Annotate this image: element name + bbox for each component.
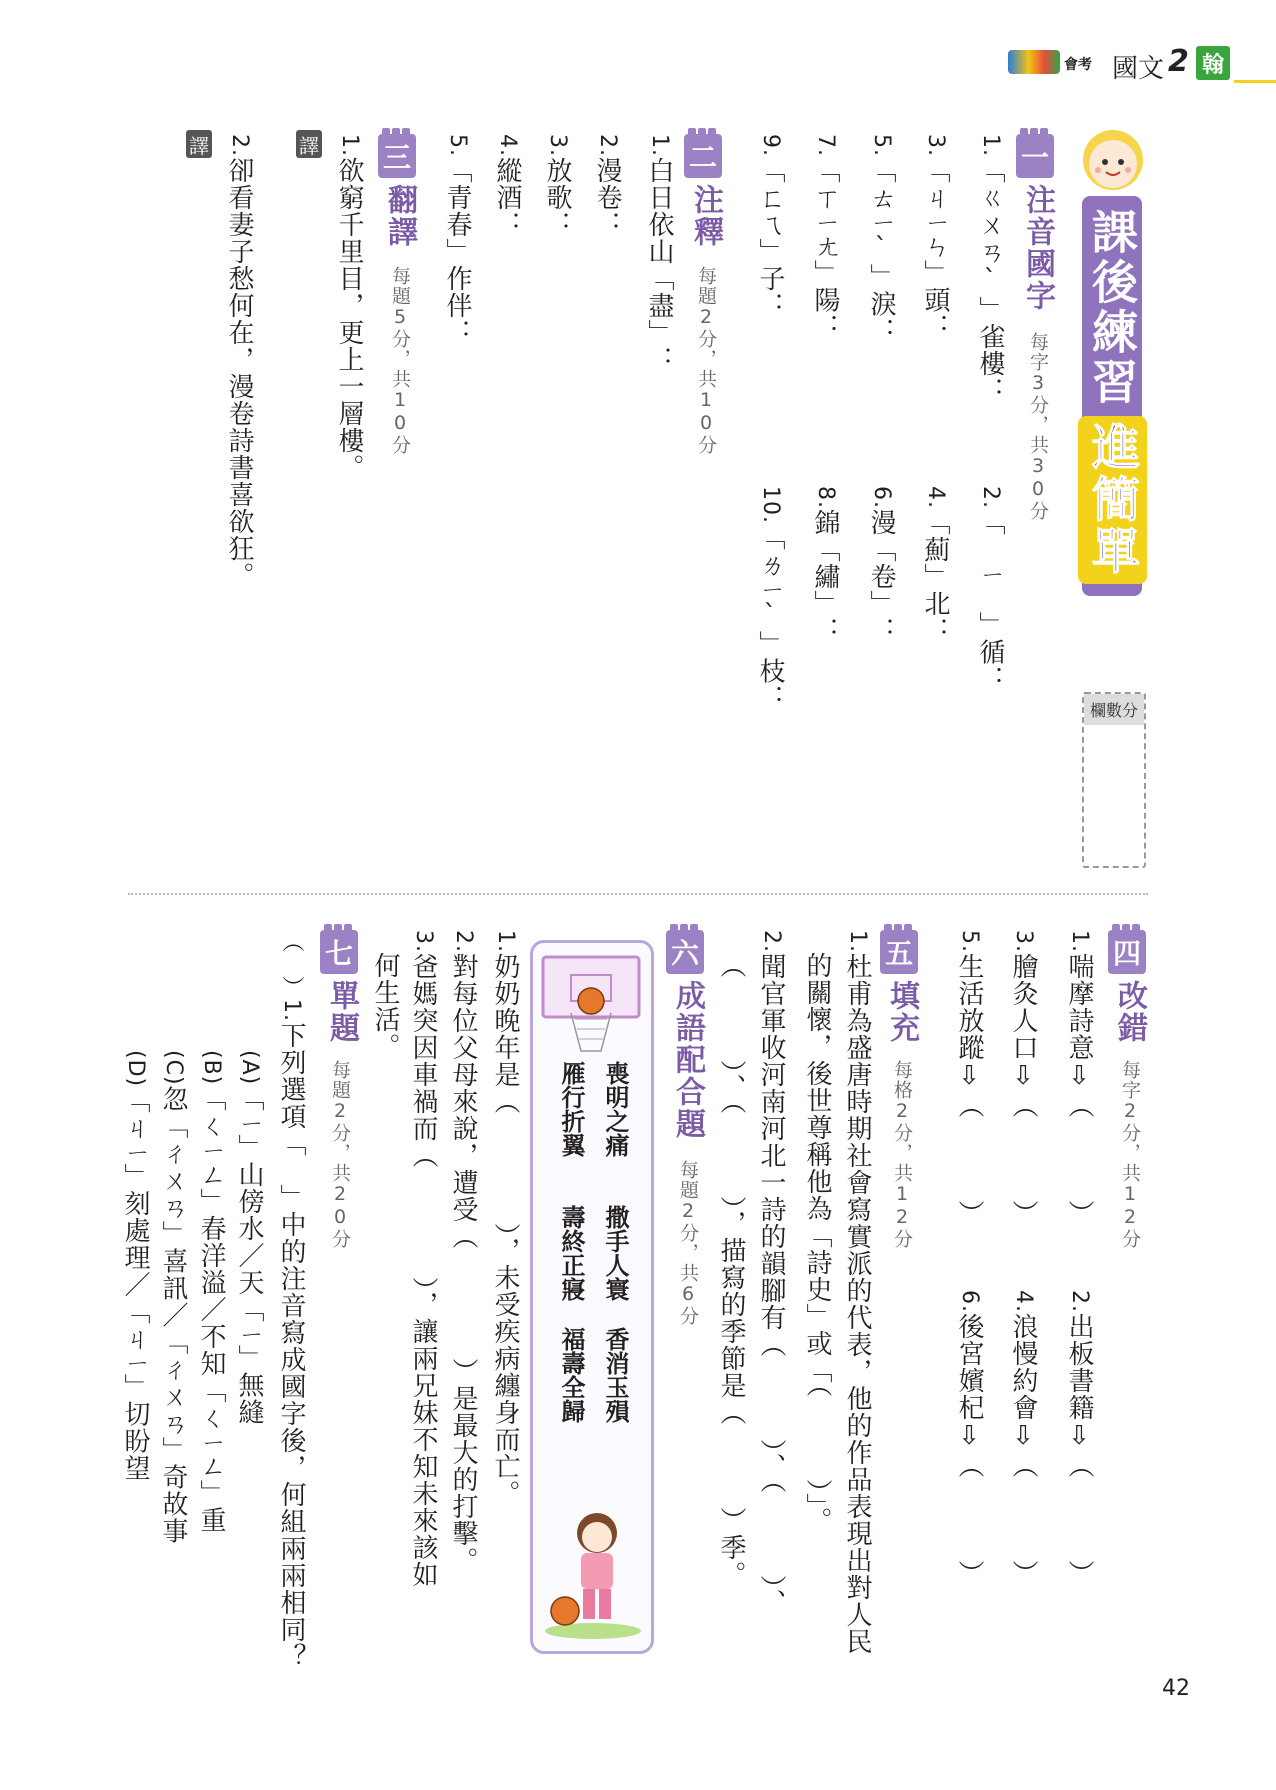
sec2-q4: 4.縱酒： <box>492 134 522 238</box>
sec6-score: 每題2分，共6分 <box>677 1160 699 1326</box>
sec4-title: 改錯 <box>1112 980 1147 1044</box>
sec4-q3: 3.膾灸人口⇩（ ） <box>1008 930 1038 1227</box>
idiom-option-1: 喪明之痛 <box>601 1061 629 1157</box>
sec2-q3: 3.放歌： <box>542 134 572 238</box>
idiom-options-box <box>530 940 654 1654</box>
sec6-q3-line2: 何生活。 <box>370 952 400 1060</box>
sec1-q10: 10.「ㄌㄧˋ」枝： <box>755 486 785 712</box>
sec6-q3-line1: 3.爸媽突因車禍而（ ），讓兩兄妹不知未來該如 <box>408 930 438 1588</box>
idiom-option-6: 福壽全歸 <box>557 1327 585 1423</box>
sec5-badge: 五 <box>880 930 918 974</box>
sec3-q2: 2.卻看妻子愁何在，漫卷詩書喜欲狂。 <box>224 134 254 589</box>
banner-sub: 進簡單 <box>1078 416 1147 584</box>
sec4-q2: 2.出板書籍⇩（ ） <box>1064 1290 1094 1587</box>
sec7-badge: 七 <box>320 930 358 974</box>
sec7-option-a: (A)「ㄧ」山傍水／天「ㄧ」無縫 <box>234 1050 264 1426</box>
sec3-badge: 三 <box>378 134 416 178</box>
idiom-option-2: 雁行折翼 <box>557 1061 585 1157</box>
sec2-title: 注釋 <box>688 184 723 248</box>
sec1-q3: 3.「ㄐㄧㄣ」頭： <box>920 134 950 341</box>
sec1-badge: 一 <box>1016 134 1054 178</box>
sec3-title: 翻譯 <box>382 184 417 248</box>
page-number: 42 <box>1162 1676 1190 1701</box>
sec5-score: 每格2分，共12分 <box>891 1060 913 1249</box>
sec7-title: 單題 <box>324 980 359 1044</box>
header-bar <box>1008 44 1276 84</box>
sec1-score: 每字3分，共30分 <box>1027 332 1049 521</box>
sec1-q5: 5.「ㄊㄧˋ」淚： <box>866 134 896 345</box>
sec7-option-b: (B)「ㄑㄧㄥ」春洋溢／不知「ㄑㄧㄥ」重 <box>196 1050 226 1534</box>
sec6-badge: 六 <box>666 930 704 974</box>
sec1-q9: 9.「ㄈㄟ」子： <box>755 134 785 319</box>
book-title: 國文 <box>1112 54 1165 84</box>
score-box <box>1082 692 1146 868</box>
sec4-q4: 4.浪慢約會⇩（ ） <box>1008 1290 1038 1587</box>
sec7-q1-stem: （ ）1.下列選項「 」中的注音寫成國字後，何組兩兩相同？ <box>276 930 306 1670</box>
sec6-q1: 1.奶奶晚年是（ ），未受疾病纏身而亡。 <box>490 930 520 1507</box>
sec3-score: 每題5分，共10分 <box>389 266 411 455</box>
sec3-translate-tag-2: 譯 <box>186 130 212 158</box>
idiom-option-3: 撒手人寰 <box>601 1205 629 1301</box>
sec5-q2-line1: 2.聞官軍收河南河北一詩的韻腳有（ ）、（ ）、 <box>756 930 786 1616</box>
sec5-title: 填充 <box>884 980 919 1044</box>
sec4-q1: 1.喘摩詩意⇩（ ） <box>1064 930 1094 1227</box>
sec4-badge: 四 <box>1108 930 1146 974</box>
idiom-option-4: 壽終正寢 <box>557 1205 585 1301</box>
sec7-score: 每題2分，共20分 <box>329 1060 351 1249</box>
banner-main: 課後練習 <box>1085 208 1139 408</box>
mascot-girl-head <box>1078 124 1148 194</box>
sec7-option-c: (C)忽「ㄔㄨㄢ」喜訊／「ㄔㄨㄢ」奇故事 <box>158 1050 188 1545</box>
sec6-q2: 2.對每位父母來說，遭受（ ）是最大的打擊。 <box>448 930 478 1574</box>
sec3-q1: 1.欲窮千里目，更上一層樓。 <box>334 134 364 481</box>
sec3-translate-tag-1: 譯 <box>296 130 322 158</box>
brand-logo <box>1008 50 1060 74</box>
sec5-q1-line2: 的關懷，後世尊稱他為「詩史」或「（ ）」。 <box>802 952 832 1534</box>
publisher-mark: 翰 <box>1196 46 1230 80</box>
basketball-girl-illustration <box>541 1503 645 1643</box>
basketball-hoop-icon <box>541 953 641 1057</box>
sec2-badge: 二 <box>684 134 722 178</box>
sec1-q4: 4.「薊」北： <box>920 486 950 644</box>
sec5-q1-line1: 1.杜甫為盛唐時期社會寫實派的代表，他的作品表現出對人民 <box>842 930 872 1655</box>
sec1-title: 注音國字 <box>1020 184 1055 312</box>
sec1-q6: 6.漫「卷」： <box>866 486 896 644</box>
sec5-q2-line2: （ ）、（ ），描寫的季節是（ ）季。 <box>716 952 746 1588</box>
sec4-q6: 6.後宮嬪杞⇩（ ） <box>954 1290 984 1587</box>
exercise-banner <box>1082 196 1142 596</box>
sec1-q2: 2.「 ㄧ 」循： <box>975 486 1005 693</box>
sec4-q5: 5.生活放蹤⇩（ ） <box>954 930 984 1227</box>
sec1-q8: 8.錦「繡」： <box>810 486 840 644</box>
sec2-q5: 5.「青春」作伴： <box>442 134 472 346</box>
score-box-label: 欄數分 <box>1084 694 1144 725</box>
header-rule <box>1234 80 1276 83</box>
sec1-q7: 7.「ㄒㄧㄤ」陽： <box>810 134 840 341</box>
section-divider <box>128 893 1148 895</box>
sec4-score: 每字2分，共12分 <box>1119 1060 1141 1249</box>
brand-small: 會考 <box>1064 57 1092 73</box>
sec2-q1: 1.白日依山「盡」： <box>644 134 674 373</box>
sec1-q1: 1.「ㄍㄨㄢˋ」雀樓： <box>975 134 1005 404</box>
sec2-q2: 2.漫卷： <box>592 134 622 238</box>
book-number: 2 <box>1168 44 1189 79</box>
sec2-score: 每題2分，共10分 <box>695 266 717 455</box>
sec7-option-d: (D)「ㄐㄧ」刻處理／「ㄐㄧ」切盼望 <box>120 1050 150 1482</box>
idiom-option-5: 香消玉殞 <box>601 1327 629 1423</box>
sec6-title: 成語配合題 <box>670 980 705 1140</box>
